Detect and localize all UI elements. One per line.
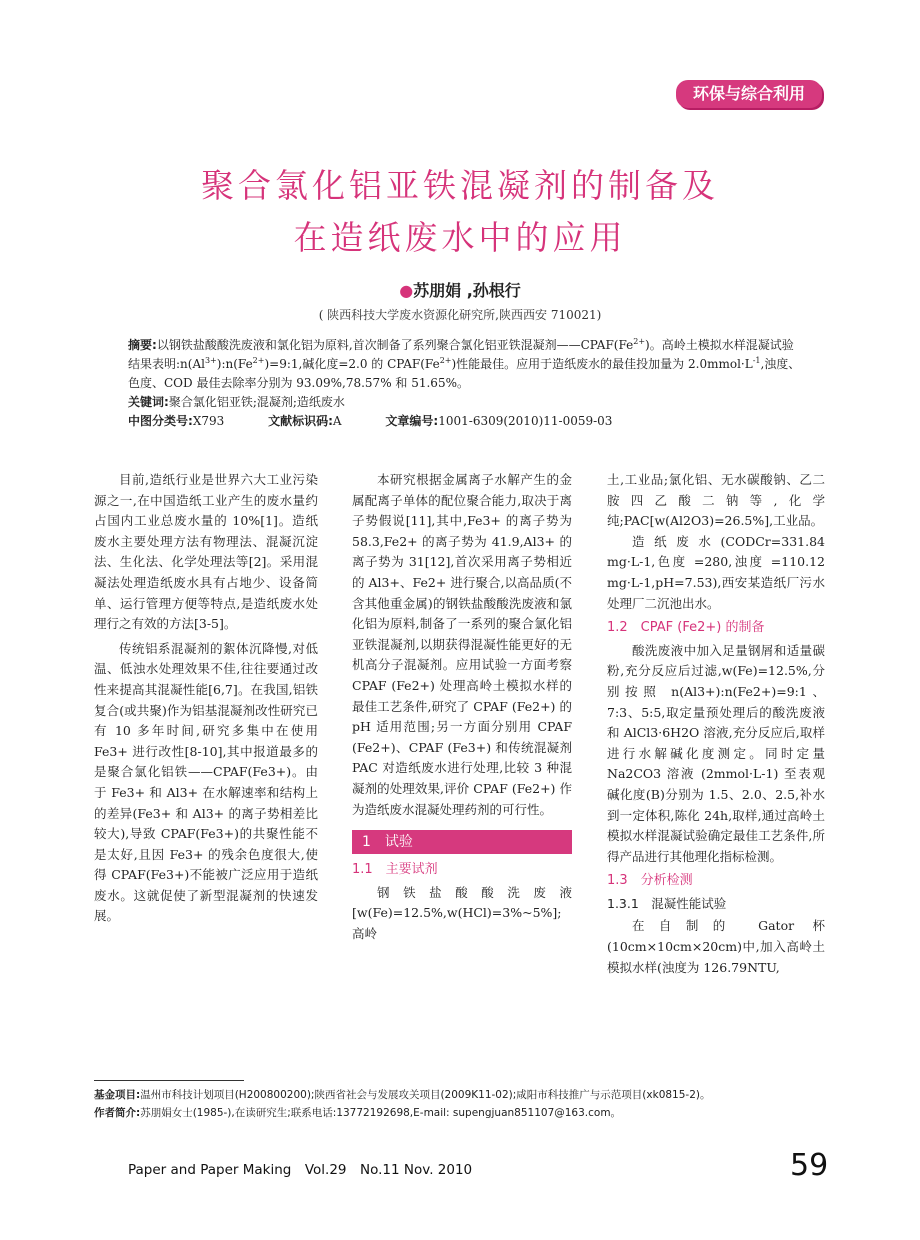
title-line-1: 聚合氯化铝亚铁混凝剂的制备及: [201, 166, 719, 205]
subsection-heading: 1.2 CPAF (Fe2+) 的制备: [607, 620, 765, 636]
subsubsection-heading: 1.3.1 混凝性能试验: [607, 895, 727, 911]
paragraph: 酸洗废液中加入足量钢屑和适量碳粉,充分反应后过滤,w(Fe)=12.5%,分别按照 n(Al3+):n(Fe2+)=9:1、7:3、5:5,取定量预处理后的酸洗废液和 AlCl3·6H2O 溶液,充分反应后,取样进行水解碱化度测定。同时定量 Na2CO3 溶液 (2mmol·L-1) 至表观碱化度(B)分别为 1.5、2.0、2.5,补水到一定体积,陈化 24h,取样,通过高岭土模拟水样混凝试验确定最佳工艺条件,所得产品进行其他理化指标检测。: [607, 642, 825, 864]
paragraph: 目前,造纸行业是世界六大工业污染源之一,在中国造纸工业产生的废水量约占国内工业总废水量的 10%[1]。造纸废水主要处理方法有物理法、混凝沉淀法、生化法、化学处理法等[2]。采用混凝法处理造纸废水具有占地少、设备简单、运行管理方便等特点,是造纸废水处理行之有效的方法[3-5]。: [94, 472, 318, 632]
paper-title: [80, 160, 840, 264]
author-bullet-icon: ●: [399, 281, 414, 300]
keywords: 关键词:聚合氯化铝亚铁;混凝剂;造纸废水: [128, 395, 345, 409]
subsection-heading: 1.3 分析检测: [607, 873, 693, 889]
author-names: 苏朋娟 ,孙根行: [413, 281, 521, 300]
abstract-block: [128, 336, 804, 431]
keywords-label: 关键词:: [128, 395, 169, 409]
footnote-divider: [94, 1080, 244, 1081]
paragraph: 土,工业品;氯化铝、无水碳酸钠、乙二胺四乙酸二钠等,化学纯;PAC[w(Al2O3)=26.5%],工业品。: [607, 472, 825, 529]
classification-row: 中图分类号:X793 文献标识码:A 文章编号:1001-6309(2010)11-0059-03: [128, 414, 613, 428]
footnotes: [94, 1086, 834, 1122]
journal-footer: Paper and Paper Making Vol.29 No.11 Nov. 2010: [128, 1162, 473, 1178]
paragraph: 钢铁盐酸酸洗废液[w(Fe)=12.5%,w(HCl)=3%~5%];高岭: [352, 884, 572, 941]
paragraph: 在自制的 Gator 杯(10cm×10cm×20cm)中,加入高岭土模拟水样(浊度为 126.79NTU,: [607, 918, 825, 975]
author-line: [0, 278, 920, 301]
section-heading: 1 试验: [352, 830, 572, 854]
subsection-heading: 1.1 主要试剂: [352, 862, 438, 878]
page-number: 59: [790, 1148, 829, 1183]
paragraph: 本研究根据金属离子水解产生的金属配离子单体的配位聚合能力,取决于离子势假说[11],其中,Fe3+ 的离子势为 58.3,Fe2+ 的离子势为 41.9,Al3+ 的离子势为 31[12],首次采用离子势相近的 Al3+、Fe2+ 进行聚合,以高品质(不含其他重金属)的钢铁盐酸酸洗废液和氯化铝为原料,制备了一系列的聚合氯化铝亚铁混凝剂,以期获得混凝性能更好的无机高分子混凝剂。应用试验一方面考察 CPAF (Fe2+) 处理高岭土模拟水样的最佳工艺条件,研究了 CPAF (Fe2+) 的 pH 适用范围;另一方面分别用 CPAF (Fe2+)、CPAF (Fe3+) 和传统混凝剂 PAC 对造纸废水进行处理,比较 3 种混凝剂的处理效果,评价 CPAF (Fe2+) 作为造纸废水混凝处理药剂的可行性。: [352, 472, 572, 817]
body-column-1: [94, 470, 318, 927]
section-tag: 环保与综合利用: [676, 80, 822, 108]
abstract: 摘要:以钢铁盐酸酸洗废液和氯化铝为原料,首次制备了系列聚合氯化铝亚铁混凝剂$——CPAF(Fe^{2+})$。高岭土模拟水样混凝试验结果表明$:n(Al^{3+}):n(Fe^{2+})=9:1$,碱化度=2.0 的 $CPAF(Fe^{2+})$性能最佳。应用于造纸废水的最佳投加量为 $2.0mmol\cdot L^{-1}$,浊度、色度、COD 最佳去除率分别为 93.09%,78.57% 和 51.65%。: [128, 337, 801, 390]
title-line-2: 在造纸废水中的应用: [293, 218, 627, 257]
author-footnote: 作者简介:苏朋娟女士(1985-),在读研究生;联系电话:13772192698,E-mail: supengjuan851107@163.com。: [94, 1107, 622, 1119]
body-column-3: [607, 470, 825, 978]
fund-footnote: 基金项目:温州市科技计划项目(H200800200);陕西省社会与发展攻关项目(2009K11-02);咸阳市科技推广与示范项目(xk0815-2)。: [94, 1089, 711, 1101]
abstract-label: 摘要:: [128, 338, 157, 352]
affiliation: ( 陕西科技大学废水资源化研究所,陕西西安 710021): [318, 308, 602, 322]
paragraph: 传统铝系混凝剂的絮体沉降慢,对低温、低浊水处理效果不佳,往往要通过改性来提高其混凝性能[6,7]。在我国,铝铁复合(或共聚)作为铝基混凝剂改性研究已有 10 多年时间,研究多集中在使用 Fe3+ 进行改性[8-10],其中报道最多的是聚合氯化铝铁——CPAF(Fe3+)。由于 Fe3+ 和 Al3+ 在水解速率和结构上的差异(Fe3+ 和 Al3+ 的离子势相差比较大),导致 CPAF(Fe3+)的共聚性能不是太好,且因 Fe3+ 的残余色度很大,使得 CPAF(Fe3+)不能被广泛应用于造纸废水。这就促使了新型混凝剂的快速发展。: [94, 640, 318, 924]
paragraph: 造纸废水(CODCr=331.84 mg·L-1,色度 =280,浊度 =110.12 mg·L-1,pH=7.53),西安某造纸厂污水处理厂二沉池出水。: [607, 533, 825, 611]
body-column-2: [352, 470, 572, 944]
